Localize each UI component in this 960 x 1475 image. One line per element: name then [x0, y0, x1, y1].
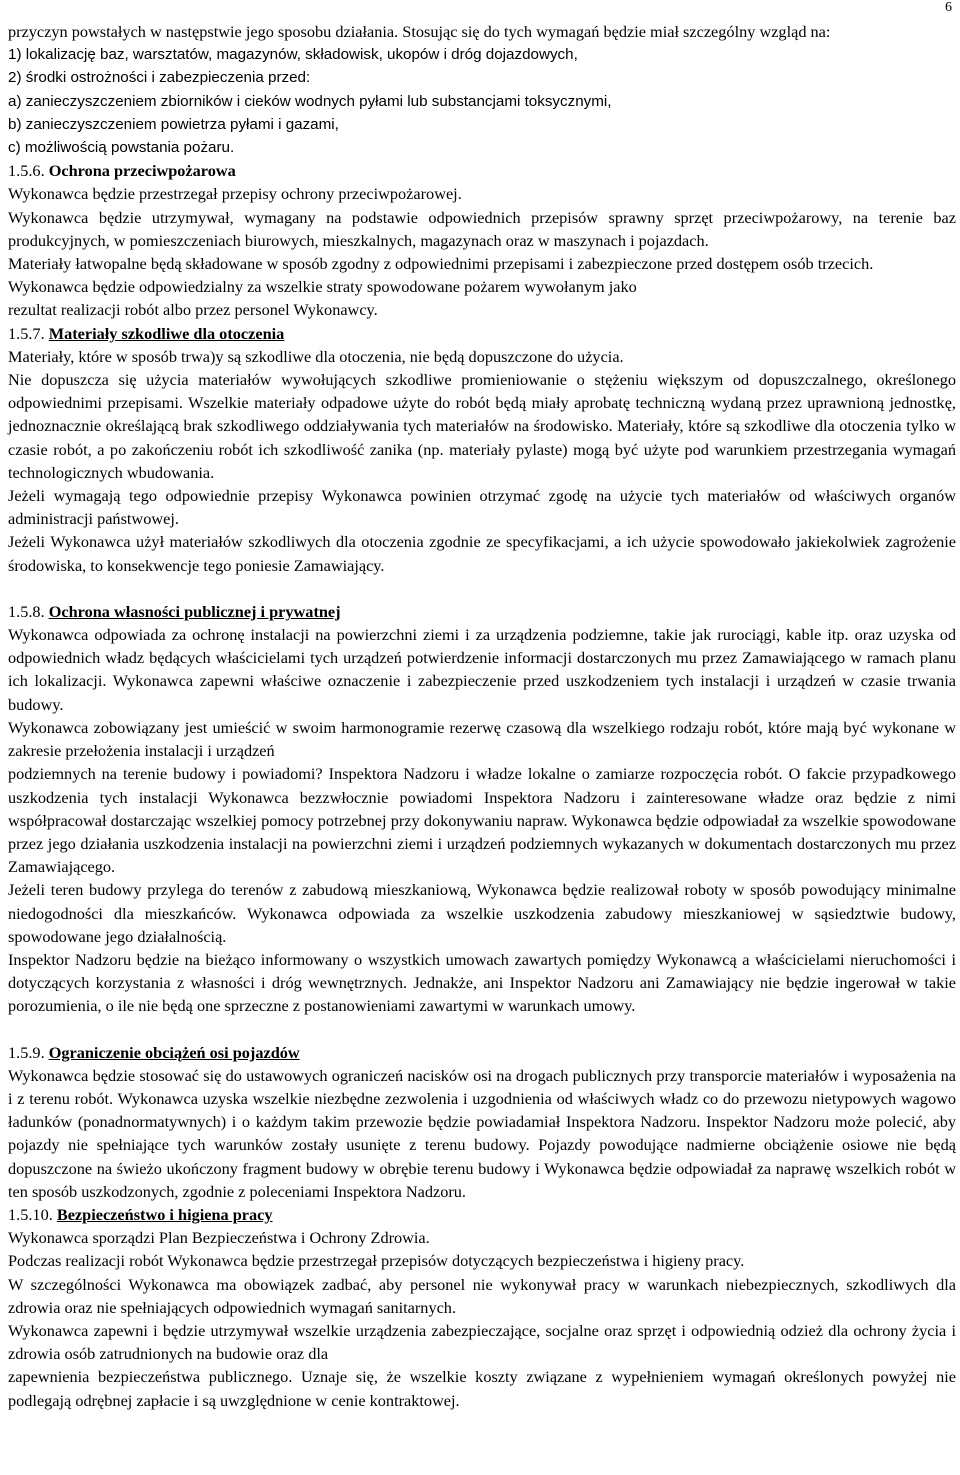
list-item: c) możliwością powstania pożaru. [8, 139, 235, 157]
section-heading [8, 600, 956, 623]
paragraph: Jeżeli teren budowy przylega do terenów z zabudową mieszkaniową, Wykonawca będzie realizował roboty w sposób powodujący minimalne niedogodności dla mieszkańców. Wykonawca odpowiada za wszelkie uszkodzenia zabudowy mieszkaniowej w sąsiedztwie budowy, spowodowane jego działalnością. [8, 880, 956, 946]
paragraph: Wykonawca będzie przestrzegał przepisy ochrony przeciwpożarowej. [8, 184, 462, 204]
page-content [8, 20, 956, 1412]
section-heading [8, 1203, 956, 1226]
paragraph: Nie dopuszcza się użycia materiałów wywołujących szkodliwe promieniowanie o stężeniu większym od dopuszczalnego, określonego odpowiednimi przepisami. Wszelkie materiały odpadowe użyte do robót będą miały aprobatę techniczną wydaną przez uprawnioną jednostkę, jednoznacznie określającą brak szkodliwego oddziaływania tych materiałów na środowisko. Materiały, które są szkodliwe dla otoczenia tylko w czasie robót, a po zakończeniu robót ich szkodliwość zanika (np. materiały pylaste) mogą być użyte pod warunkiem przestrzegania wymagań technologicznych wbudowania. [8, 370, 956, 482]
list-item: b) zanieczyszczeniem powietrza pyłami i gazami, [8, 115, 339, 133]
paragraph: Wykonawca odpowiada za ochronę instalacji na powierzchni ziemi i za urządzenia podziemne, takie jak rurociągi, kable itp. oraz uzyska od odpowiednich władz będących właścicielami tych urządzeń potwierdzenie informacji dostarczonych mu przez Zamawiającego w ramach planu ich lokalizacji. Wykonawca zapewni właściwe oznaczenie i zabezpieczenie przed uszkodzeniem tych instalacji i urządzeń w czasie trwania budowy. [8, 625, 956, 714]
paragraph: Wykonawca będzie utrzymywał, wymagany na podstawie odpowiednich przepisów sprawny sprzęt przeciwpożarowy, na terenie baz produkcyjnych, w pomieszczeniach biurowych, mieszkalnych, magazynach oraz w maszynach i pojazdach. [8, 207, 956, 250]
section-number: 1.5.9. [8, 1042, 49, 1062]
section-title: Bezpieczeństwo i higiena pracy [56, 1204, 273, 1224]
section-number: 1.5.10. [8, 1204, 57, 1224]
paragraph: Podczas realizacji robót Wykonawca będzie przestrzegał przepisów dotyczących bezpieczeństwa i higieny pracy. [8, 1251, 745, 1271]
section-title: Ograniczenie obciążeń osi pojazdów [48, 1042, 300, 1062]
section-title: Materiały szkodliwe dla otoczenia [48, 323, 285, 343]
section-number: 1.5.8. [8, 601, 49, 621]
paragraph: Wykonawca zobowiązany jest umieścić w swoim harmonogramie rezerwę czasową dla wszelkiego rodzaju robót, które mają być wykonane w zakresie przełożenia instalacji i urządzeń [8, 717, 956, 761]
paragraph: Wykonawca zapewni i będzie utrzymywał wszelkie urządzenia zabezpieczające, socjalne oraz sprzęt i odpowiednią odzież dla ochrony życia i zdrowia osób zatrudnionych na budowie oraz dla [8, 1320, 956, 1364]
paragraph: Jeżeli Wykonawca użył materiałów szkodliwych dla otoczenia zgodnie ze specyfikacjami, a ich użycie spowodowało jakiekolwiek zagrożenie środowiska, to konsekwencje tego poniesie Zamawiający. [8, 532, 956, 575]
paragraph: przyczyn powstałych w następstwie jego sposobu działania. Stosując się do tych wymagań będzie miał szczególny wzgląd na: [8, 22, 831, 41]
spacer [8, 577, 956, 600]
section-title: Ochrona przeciwpożarowa [48, 161, 236, 181]
paragraph: Materiały, które w sposób trwa)y są szkodliwe dla otoczenia, nie będą dopuszczone do użycia. [8, 346, 624, 366]
paragraph: Jeżeli wymagają tego odpowiednie przepisy Wykonawca powinien otrzymać zgodę na użycie tych materiałów od właściwych organów administracji państwowej. [8, 486, 956, 529]
section-number: 1.5.6. [8, 161, 49, 181]
paragraph: W szczególności Wykonawca ma obowiązek zadbać, aby personel nie wykonywał pracy w warunkach niebezpiecznych, szkodliwych dla zdrowia oraz nie spełniających odpowiednich wymagań sanitarnych. [8, 1274, 956, 1317]
paragraph: Wykonawca będzie stosować się do ustawowych ograniczeń nacisków osi na drogach publicznych przy transporcie materiałów i wyposażenia na i z terenu robót. Wykonawca uzyska wszelkie niezbędne zezwolenia i uzgodnienia od właściwych władz co do przewozu nietypowych wagowo ładunków (ponadnormatywnych) i o każdym takim przewozie będzie powiadamiał Inspektora Nadzoru. Inspektor Nadzoru może polecić, aby pojazdy nie spełniające tych warunków zostały usunięte z terenu budowy. Pojazdy powodujące nadmierne obciążenie osiowe nie będą dopuszczone na świeżo ukończony fragment budowy w obrębie terenu budowy i Wykonawca będzie odpowiadał za naprawę wszelkich robót w ten sposób uszkodzonych, zgodnie z poleceniami Inspektora Nadzoru. [8, 1065, 956, 1201]
paragraph: Wykonawca sporządzi Plan Bezpieczeństwa i Ochrony Zdrowia. [8, 1228, 430, 1248]
list-item: a) zanieczyszczeniem zbiorników i cieków wodnych pyłami lub substancjami toksycznymi, [8, 92, 612, 110]
paragraph: Inspektor Nadzoru będzie na bieżąco informowany o wszystkich umowach zawartych pomiędzy Wykonawcą a właścicielami nieruchomości i dotyczących korzystania z własności i dróg wewnętrznych. Jednakże, ani Inspektor Nadzoru ani Zamawiający nie będzie ingerował w takie porozumienia, o ile nie będą one sprzeczne z postanowieniami zawartymi w warunkach umowy. [8, 949, 956, 1016]
section-heading [8, 1041, 956, 1064]
paragraph: zapewnienia bezpieczeństwa publicznego. Uznaje się, że wszelkie koszty związane z wypełnieniem wymagań określonych powyżej nie podlegają odrębnej zapłacie i są uwzględnione w cenie kontraktowej. [8, 1367, 956, 1410]
list-item: 1) lokalizację baz, warsztatów, magazynów, składowisk, ukopów i dróg dojazdowych, [8, 46, 578, 64]
paragraph: rezultat realizacji robót albo przez personel Wykonawcy. [8, 300, 378, 320]
page-number: 6 [945, 0, 952, 15]
list-item: 2) środki ostrożności i zabezpieczenia przed: [8, 69, 311, 87]
spacer [8, 1018, 956, 1041]
paragraph: podziemnych na terenie budowy i powiadomi? Inspektora Nadzoru i władze lokalne o zamiarze rozpoczęcia robót. O fakcie przypadkowego uszkodzenia tych instalacji Wykonawca bezzwłocznie powiadomi Inspektora Nadzoru i zainteresowane władze oraz będzie z nimi współpracował dostarczając wszelkiej pomocy potrzebnej przy dokonywaniu napraw. Wykonawca będzie odpowiadał za wszelkie spowodowane przez jego działania uszkodzenia instalacji na powierzchni ziemi i urządzeń podziemnych wykazanych w dokumentach dostarczonych mu przez Zamawiającego. [8, 764, 956, 877]
paragraph: Materiały łatwopalne będą składowane w sposób zgodny z odpowiednimi przepisami i zabezpieczone przed dostępem osób trzecich. [8, 254, 874, 274]
section-heading [8, 159, 956, 182]
section-heading [8, 322, 956, 345]
section-title: Ochrona własności publicznej i prywatnej [48, 601, 341, 621]
section-number: 1.5.7. [8, 323, 49, 343]
paragraph: Wykonawca będzie odpowiedzialny za wszelkie straty spowodowane pożarem wywołanym jako [8, 277, 637, 297]
